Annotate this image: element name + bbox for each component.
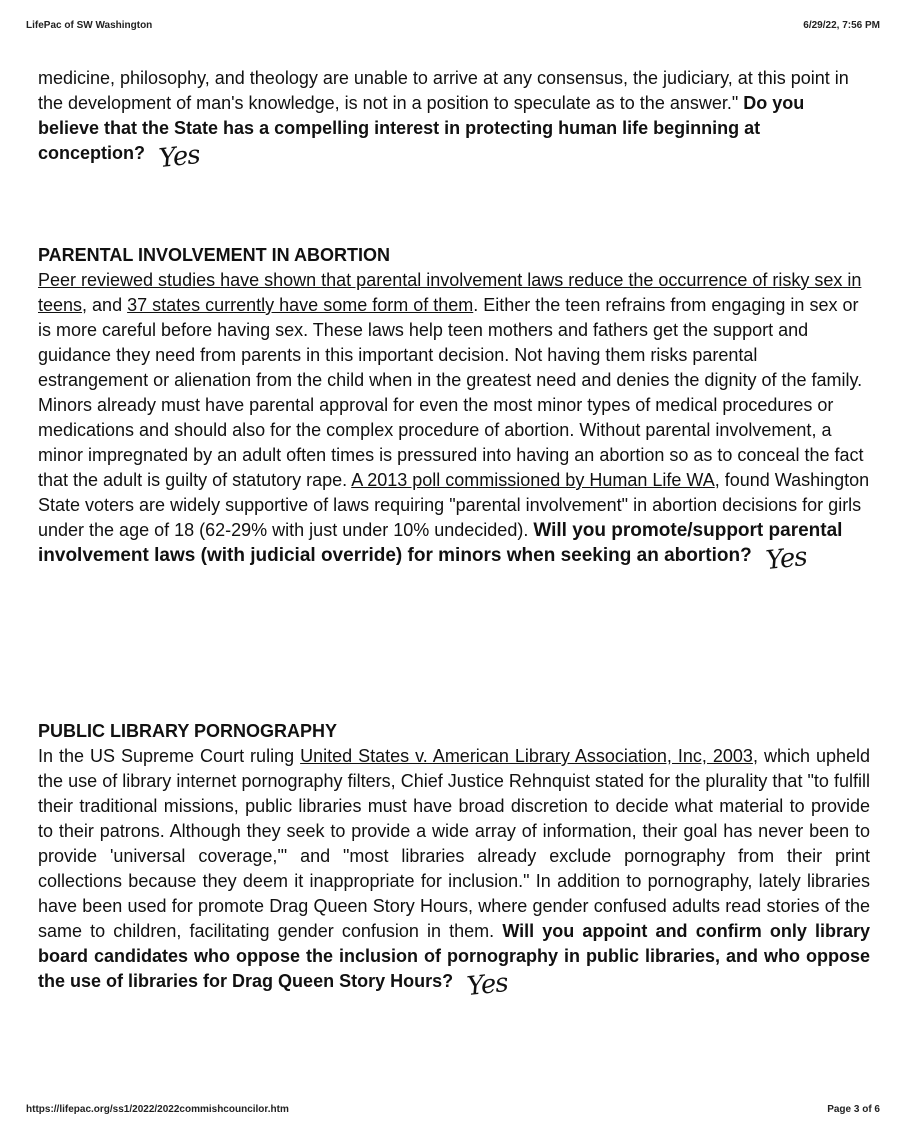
handwritten-answer: Yes bbox=[157, 139, 202, 175]
section-body bbox=[38, 744, 871, 1003]
section-body bbox=[38, 268, 870, 577]
section-parental-involvement bbox=[38, 243, 870, 577]
section-question: Will you promote/support parental involvement laws (with judicial override) for minors when seeking an abortion? bbox=[38, 520, 843, 566]
studies-link[interactable]: Peer reviewed studies have shown that parental involvement laws reduce the occurrence of risky sex in teens bbox=[38, 270, 862, 315]
page-number: Page 3 of 6 bbox=[827, 1104, 880, 1115]
handwritten-answer: Yes bbox=[465, 967, 510, 1003]
states-link[interactable]: 37 states currently have some form of them bbox=[127, 295, 474, 315]
body-text: In the US Supreme Court ruling bbox=[38, 746, 301, 766]
poll-link[interactable]: A 2013 poll commissioned by Human Life WA bbox=[351, 470, 715, 490]
section-conception bbox=[38, 66, 870, 175]
section-question: Will you appoint and confirm only library board candidates who oppose the inclusion of pornography in public libraries, and who oppose the use of libraries for Drag Queen Story Hours? bbox=[38, 921, 870, 991]
section-library bbox=[38, 719, 871, 1003]
section-heading: PUBLIC LIBRARY PORNOGRAPHY bbox=[38, 721, 338, 741]
court-case-link[interactable]: United States v. American Library Association, Inc, 2003 bbox=[300, 746, 753, 766]
body-text: , and bbox=[82, 295, 128, 315]
section-heading: PARENTAL INVOLVEMENT IN ABORTION bbox=[38, 245, 391, 265]
body-text: . Either the teen refrains from engaging in sex or is more careful before having sex. These laws help teen mothers and fathers get the support and guidance they need from parents in this important decision. Not having them risks parental estrangement or alienation from the child when in the greatest need and denies the dignity of the family. Minors already must have parental approval for even the most minor types of medical procedures or medications and should also for the complex procedure of abortion. Without parental involvement, a minor impregnated by an adult often times is pressured into having an abortion so as to conceal the fact that the adult is guilty of statutory rape. bbox=[38, 295, 864, 490]
print-footer-url: https://lifepac.org/ss1/2022/2022commishcouncilor.htm bbox=[26, 1104, 289, 1115]
print-header-title: LifePac of SW Washington bbox=[26, 20, 153, 31]
section-conception-question: Do you believe that the State has a compelling interest in protecting human life beginning at conception? bbox=[38, 93, 805, 163]
body-text: , which upheld the use of library internet pornography filters, Chief Justice Rehnquist stated for the plurality that "to fulfill their traditional missions, public libraries must have broad discretion to decide what material to provide to their patrons. Although they seek to provide a wide array of information, their goal has never been to provide 'universal coverage,'" and "most libraries already exclude pornography from their print collections because they deem it inappropriate for inclusion." In addition to pornography, lately libraries have been used for promote Drag Queen Story Hours, where gender confused adults read stories of the same to children, facilitating gender confusion in them. bbox=[38, 746, 871, 941]
section-conception-text: medicine, philosophy, and theology are unable to arrive at any consensus, the judiciary, at this point in the development of man's knowledge, is not in a position to speculate as to the answer." bbox=[38, 68, 849, 113]
print-header-timestamp: 6/29/22, 7:56 PM bbox=[803, 20, 880, 31]
body-text: , found Washington State voters are widely supportive of laws requiring "parental involvement" in abortion decisions for girls under the age of 18 (62-29% with just under 10% undecided). bbox=[38, 470, 870, 540]
handwritten-answer: Yes bbox=[764, 541, 808, 577]
